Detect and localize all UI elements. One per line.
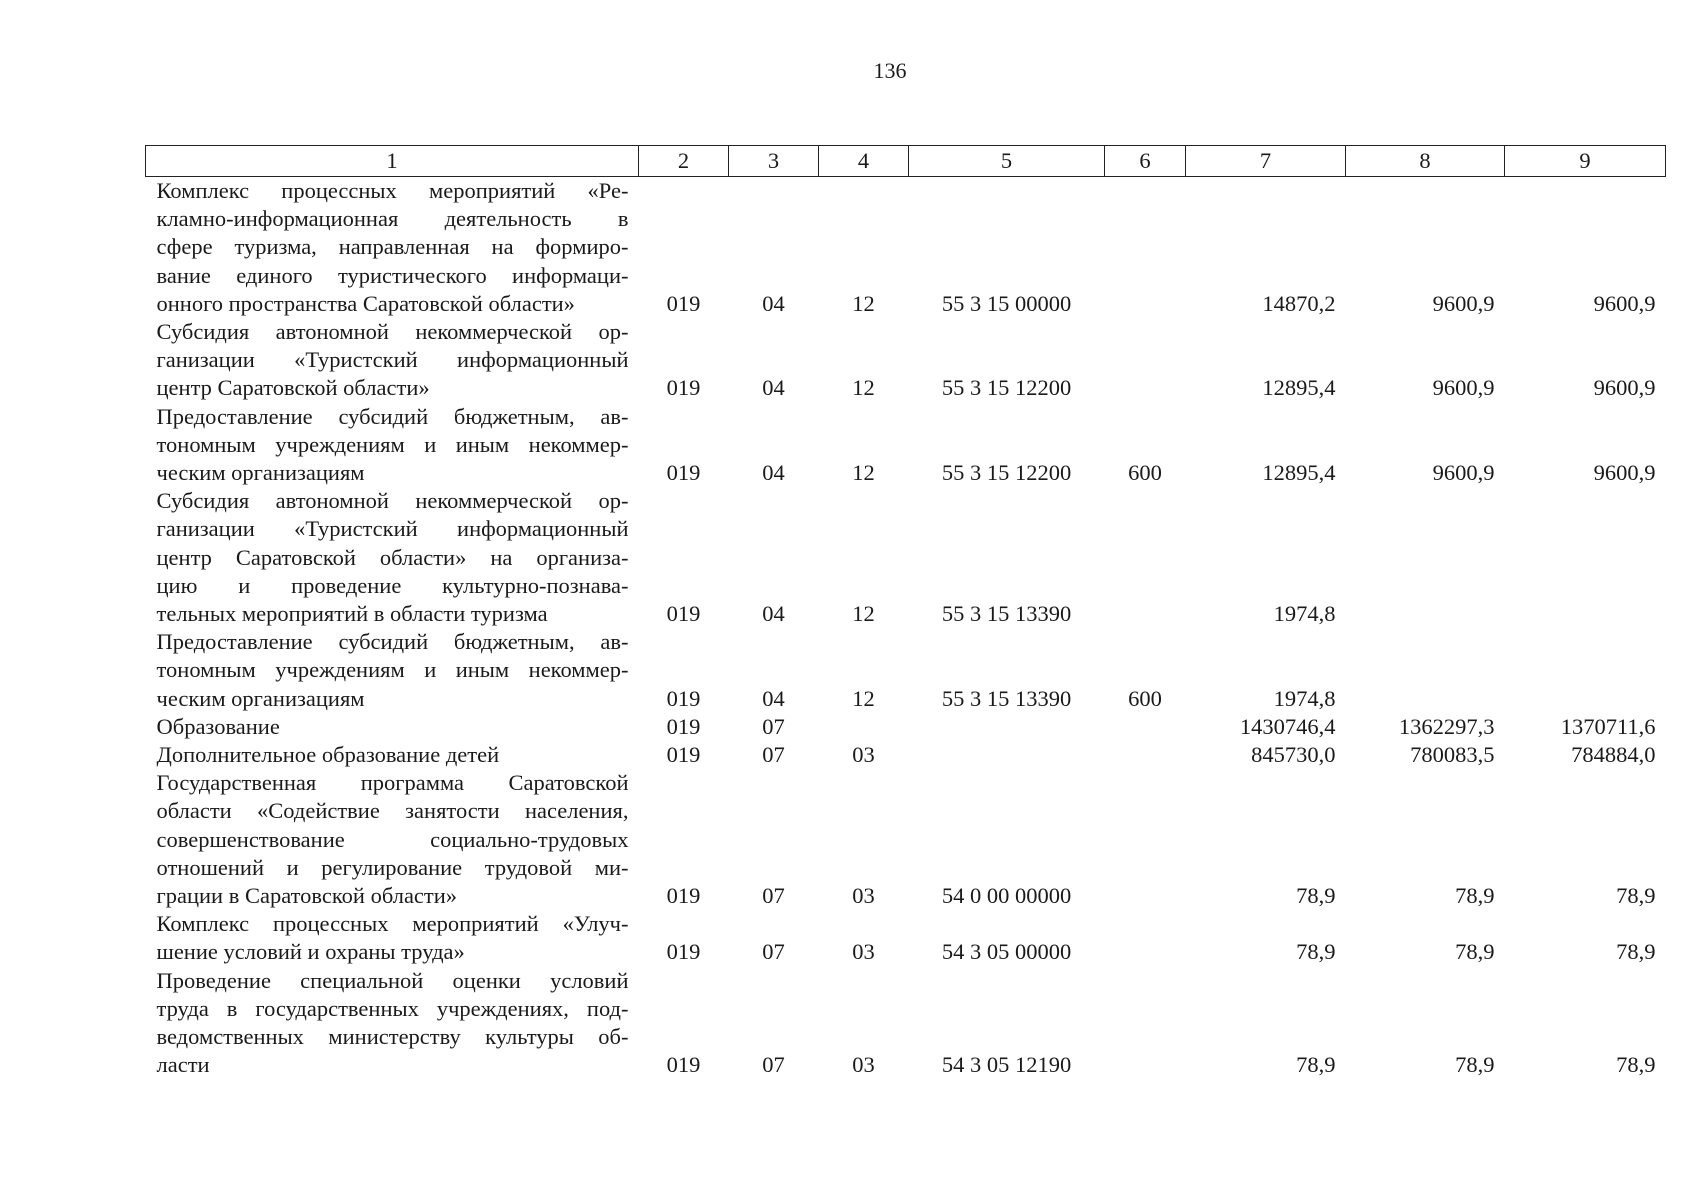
row-name (146, 628, 639, 713)
target-article-code-cell (909, 713, 1105, 741)
table-row (146, 403, 1666, 488)
grbs-code-cell: 019 (666, 290, 701, 316)
row-name (146, 713, 639, 741)
row-name-line: ганизации «Туристский информационный (156, 347, 629, 373)
table-row (146, 177, 1666, 319)
row-name-line: Государственная программа Саратовской (156, 770, 629, 796)
section-code-cell: 07 (762, 939, 785, 965)
row-name-line: ческим организациям (156, 685, 365, 711)
column-header-2: 2 (639, 146, 729, 177)
expense-type-code-cell: 600 (1128, 685, 1162, 711)
row-name-line: грации в Саратовской области» (156, 883, 458, 909)
amount-year-1-cell: 12895,4 (1262, 375, 1336, 401)
grbs-code-cell: 019 (666, 601, 701, 627)
row-name-line: ческим организациям (156, 460, 365, 486)
target-article-code-cell: 54 3 05 12190 (941, 1052, 1072, 1078)
table-row (146, 769, 1666, 910)
table-row (146, 487, 1666, 628)
row-name (146, 741, 639, 769)
expense-type-code-cell (1105, 177, 1186, 319)
amount-year-1-cell: 78,9 (1296, 883, 1336, 909)
column-header-1: 1 (146, 146, 639, 177)
row-name-line: Дополнительное образование детей (156, 742, 500, 768)
row-name-line: Субсидия автономной некоммерческой ор- (156, 319, 629, 345)
grbs-code-cell: 019 (666, 742, 701, 768)
amount-year-3-cell: 78,9 (1616, 883, 1656, 909)
amount-year-1-cell: 845730,0 (1251, 742, 1336, 768)
amount-year-3-cell (1505, 487, 1666, 628)
amount-year-3-cell: 9600,9 (1593, 290, 1656, 316)
subsection-code-cell: 12 (852, 375, 875, 401)
table-header (146, 146, 1666, 177)
row-name (146, 403, 639, 488)
row-name-line: области «Содействие занятости населения, (156, 798, 629, 824)
amount-year-2-cell: 78,9 (1455, 1052, 1495, 1078)
expense-type-code-cell (1105, 318, 1186, 403)
subsection-code-cell: 12 (852, 685, 875, 711)
amount-year-2-cell: 780083,5 (1410, 742, 1495, 768)
subsection-code-cell (819, 713, 909, 741)
amount-year-2-cell: 78,9 (1455, 939, 1495, 965)
row-name-line: центр Саратовской области» на организа- (156, 544, 629, 570)
amount-year-3-cell: 9600,9 (1593, 375, 1656, 401)
section-code-cell: 04 (762, 460, 785, 486)
target-article-code-cell: 55 3 15 12200 (941, 375, 1072, 401)
table-row (146, 713, 1666, 741)
expense-type-code-cell (1105, 910, 1186, 966)
grbs-code-cell: 019 (666, 460, 701, 486)
target-article-code-cell (909, 741, 1105, 769)
amount-year-3-cell: 9600,9 (1593, 460, 1656, 486)
subsection-code-cell: 12 (852, 601, 875, 627)
row-name-line: Предоставление субсидий бюджетным, ав- (156, 403, 629, 429)
amount-year-2-cell: 1362297,3 (1398, 713, 1495, 739)
amount-year-2-cell: 9600,9 (1432, 375, 1495, 401)
amount-year-1-cell: 14870,2 (1262, 290, 1336, 316)
page-number: 136 (873, 58, 907, 83)
section-code-cell: 07 (762, 742, 785, 768)
section-code-cell: 04 (762, 375, 785, 401)
table-row (146, 318, 1666, 403)
subsection-code-cell: 03 (852, 1052, 875, 1078)
grbs-code-cell: 019 (666, 713, 701, 739)
column-header-8: 8 (1346, 146, 1505, 177)
row-name-line: тономным учреждениям и иным некоммер- (156, 657, 629, 683)
target-article-code-cell: 54 3 05 00000 (941, 939, 1072, 965)
row-name-line: ласти (156, 1052, 210, 1078)
row-name-line: цию и проведение культурно-познава- (156, 572, 629, 598)
grbs-code-cell: 019 (666, 375, 701, 401)
expense-type-code-cell (1105, 769, 1186, 910)
row-name-line: вание единого туристического информаци- (156, 262, 629, 288)
row-name (146, 967, 639, 1080)
column-header-9: 9 (1505, 146, 1666, 177)
table-row (146, 741, 1666, 769)
amount-year-2-cell (1346, 487, 1505, 628)
row-name-line: Проведение специальной оценки условий (156, 967, 629, 993)
target-article-code-cell: 54 0 00 00000 (941, 883, 1072, 909)
subsection-code-cell: 03 (852, 883, 875, 909)
amount-year-3-cell (1505, 628, 1666, 713)
row-name-line: сфере туризма, направленная на формиро- (156, 234, 629, 260)
amount-year-3-cell: 78,9 (1616, 939, 1656, 965)
expense-type-code-cell (1105, 487, 1186, 628)
row-name-line: тельных мероприятий в области туризма (156, 601, 548, 627)
table-row (146, 628, 1666, 713)
amount-year-1-cell: 78,9 (1296, 1052, 1336, 1078)
row-name-line: центр Саратовской области» (156, 375, 430, 401)
row-name-line: онного пространства Саратовской области» (156, 290, 575, 316)
target-article-code-cell: 55 3 15 12200 (941, 460, 1072, 486)
column-header-6: 6 (1105, 146, 1186, 177)
budget-table (145, 145, 1666, 1080)
section-code-cell: 04 (762, 601, 785, 627)
amount-year-1-cell: 1430746,4 (1239, 713, 1336, 739)
amount-year-3-cell: 78,9 (1616, 1052, 1656, 1078)
row-name-line: труда в государственных учреждениях, под- (156, 995, 629, 1021)
grbs-code-cell: 019 (666, 939, 701, 965)
target-article-code-cell: 55 3 15 13390 (941, 601, 1072, 627)
amount-year-2-cell: 9600,9 (1432, 460, 1495, 486)
amount-year-2-cell: 78,9 (1455, 883, 1495, 909)
expense-type-code-cell (1105, 967, 1186, 1080)
amount-year-1-cell: 78,9 (1296, 939, 1336, 965)
grbs-code-cell: 019 (666, 883, 701, 909)
row-name-line: Комплекс процессных мероприятий «Улуч- (156, 911, 629, 937)
column-header-3: 3 (729, 146, 819, 177)
expense-type-code-cell: 600 (1128, 460, 1162, 486)
header-row (146, 146, 1666, 177)
section-code-cell: 07 (762, 713, 785, 739)
grbs-code-cell: 019 (666, 1052, 701, 1078)
row-name-line: ганизации «Туристский информационный (156, 516, 629, 542)
amount-year-3-cell: 784884,0 (1571, 742, 1656, 768)
row-name-line: Образование (156, 713, 280, 739)
row-name-line: кламно-информационная деятельность в (156, 206, 629, 232)
row-name (146, 910, 639, 966)
row-name-line: Субсидия автономной некоммерческой ор- (156, 488, 629, 514)
column-header-4: 4 (819, 146, 909, 177)
row-name-line: тономным учреждениям и иным некоммер- (156, 431, 629, 457)
subsection-code-cell: 03 (852, 742, 875, 768)
amount-year-1-cell: 12895,4 (1262, 460, 1336, 486)
row-name (146, 487, 639, 628)
row-name-line: Предоставление субсидий бюджетным, ав- (156, 629, 629, 655)
target-article-code-cell: 55 3 15 00000 (941, 290, 1072, 316)
row-name-line: отношений и регулирование трудовой ми- (156, 854, 629, 880)
amount-year-3-cell: 1370711,6 (1560, 713, 1656, 739)
subsection-code-cell: 12 (852, 460, 875, 486)
table-row (146, 910, 1666, 966)
subsection-code-cell: 03 (852, 939, 875, 965)
section-code-cell: 04 (762, 685, 785, 711)
column-header-5: 5 (909, 146, 1105, 177)
row-name (146, 177, 639, 319)
grbs-code-cell: 019 (666, 685, 701, 711)
section-code-cell: 04 (762, 290, 785, 316)
target-article-code-cell: 55 3 15 13390 (941, 685, 1072, 711)
row-name-line: совершенствование социально-трудовых (156, 826, 629, 852)
row-name (146, 318, 639, 403)
table-body (146, 177, 1666, 1080)
expense-type-code-cell (1105, 741, 1186, 769)
row-name-line: Комплекс процессных мероприятий «Ре- (156, 178, 629, 203)
subsection-code-cell: 12 (852, 290, 875, 316)
amount-year-2-cell (1346, 628, 1505, 713)
column-header-7: 7 (1186, 146, 1346, 177)
table-row (146, 967, 1666, 1080)
section-code-cell: 07 (762, 883, 785, 909)
row-name-line: шение условий и охраны труда» (156, 939, 465, 965)
row-name-line: ведомственных министерству культуры об- (156, 1024, 629, 1050)
amount-year-2-cell: 9600,9 (1432, 290, 1495, 316)
amount-year-1-cell: 1974,8 (1273, 685, 1336, 711)
amount-year-1-cell: 1974,8 (1273, 601, 1336, 627)
expense-type-code-cell (1105, 713, 1186, 741)
row-name (146, 769, 639, 910)
section-code-cell: 07 (762, 1052, 785, 1078)
